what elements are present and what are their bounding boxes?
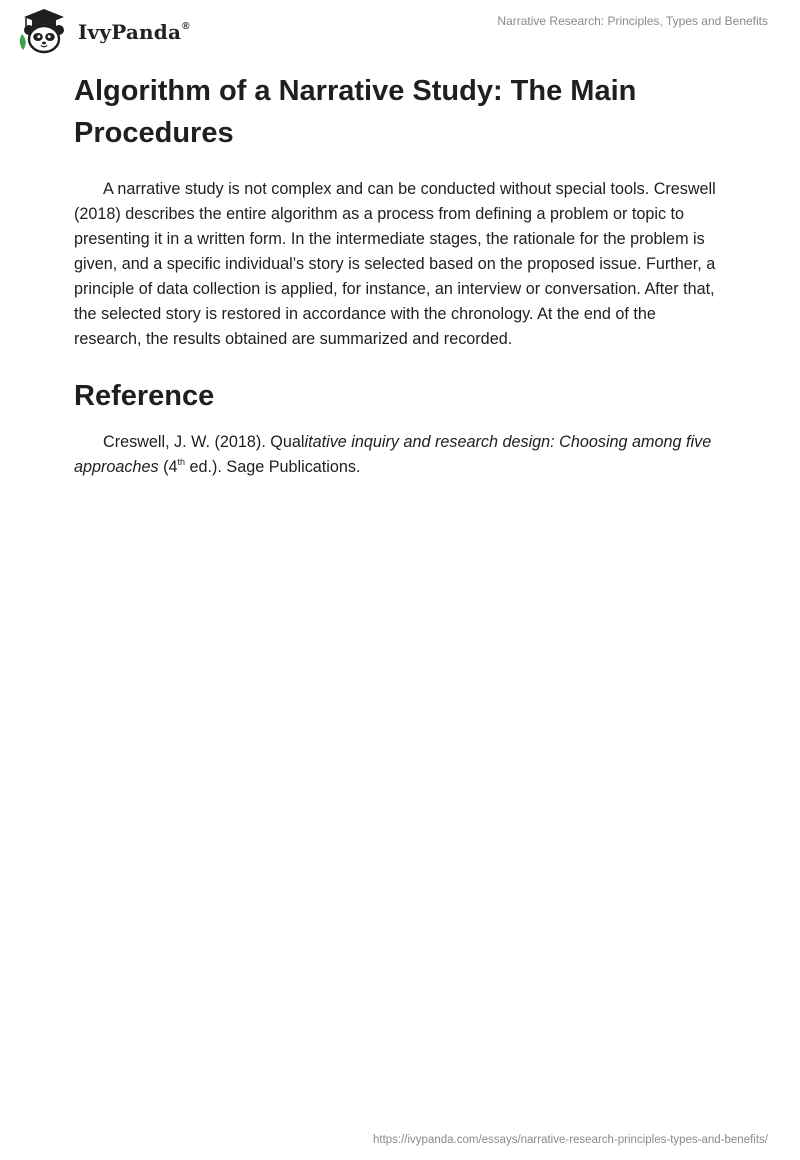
logo-text: IvyPanda <box>78 20 182 44</box>
reference-edition-sup: th <box>177 456 186 467</box>
reference-book-title: itative inquiry and research design: Choosing among five approaches <box>74 433 712 476</box>
panda-logo-icon <box>14 8 72 54</box>
section-title: Algorithm of a Narrative Study: The Main Procedures <box>74 75 637 149</box>
reference-edition-open: (4 <box>158 458 178 476</box>
reference-entry <box>74 430 724 480</box>
body-paragraph: A narrative study is not complex and can be conducted without special tools. Creswell (2018) describes the entire algorithm as a process from defining a problem or topic to presenting it in a written form. In the intermediate stages, the rationale for the problem is given, and a specific individual’s story is selected based on the proposed issue. Further, a principle of data collection is applied, for instance, an interview or conversation. After that, the selected story is restored in accordance with the chronology. At the end of the research, the results obtained are summarized and recorded. <box>74 180 716 348</box>
reference-edition-close: ed.). Sage Publications. <box>185 458 361 476</box>
ivypanda-logo[interactable] <box>14 8 190 54</box>
registered-mark: ® <box>182 21 190 33</box>
running-title: Narrative Research: Principles, Types and Benefits <box>497 14 768 28</box>
reference-heading: Reference <box>74 380 215 412</box>
document-content <box>74 70 724 480</box>
source-url[interactable]: https://ivypanda.com/essays/narrative-research-principles-types-and-benefits/ <box>372 1134 768 1146</box>
reference-author-year: Creswell, J. W. (2018). Qual <box>103 433 305 451</box>
page-header <box>0 0 800 60</box>
logo-wordmark <box>78 20 190 44</box>
